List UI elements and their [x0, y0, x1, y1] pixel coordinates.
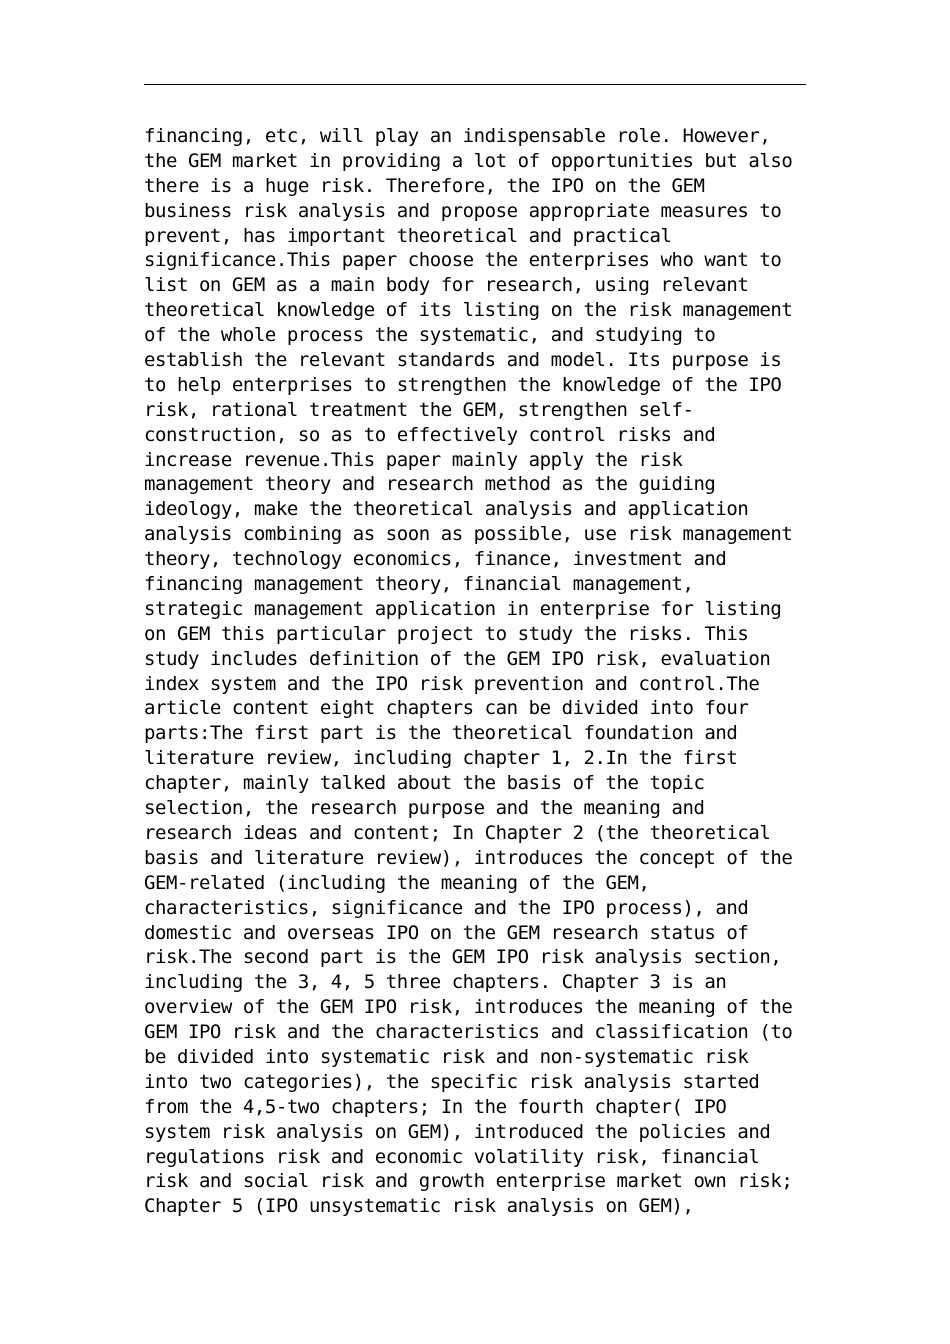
text-line: to help enterprises to strengthen the knowledge of the IPO	[144, 373, 782, 396]
text-line: Chapter 5 (IPO unsystematic risk analysis on GEM),	[144, 1195, 694, 1218]
text-line: including the 3, 4, 5 three chapters. Chapter 3 is an	[144, 971, 727, 994]
text-line: study includes definition of the GEM IPO risk, evaluation	[144, 647, 771, 670]
text-line: prevent, has important theoretical and practical	[144, 224, 672, 247]
text-line: construction, so as to effectively control risks and	[144, 423, 716, 446]
text-line: parts:The first part is the theoretical foundation and	[144, 722, 738, 745]
text-line: risk, rational treatment the GEM, strengthen self-	[144, 398, 694, 421]
text-line: research ideas and content; In Chapter 2 (the theoretical	[144, 821, 771, 844]
text-line: the GEM market in providing a lot of opportunities but also	[144, 149, 793, 172]
text-line: analysis combining as soon as possible, use risk management	[144, 523, 793, 546]
text-line: GEM-related (including the meaning of the GEM,	[144, 871, 650, 894]
text-line: regulations risk and economic volatility risk, financial	[144, 1145, 760, 1168]
text-line: from the 4,5-two chapters; In the fourth chapter( IPO	[144, 1095, 727, 1118]
text-line: literature review, including chapter 1, 2.In the first	[144, 747, 738, 770]
text-line: on GEM this particular project to study the risks. This	[144, 622, 749, 645]
text-line: establish the relevant standards and model. Its purpose is	[144, 349, 782, 372]
text-line: financing, etc, will play an indispensable role. However,	[144, 125, 771, 147]
text-line: there is a huge risk. Therefore, the IPO on the GEM	[144, 174, 705, 197]
text-line: list on GEM as a main body for research, using relevant	[144, 274, 749, 297]
text-line: significance.This paper choose the enterprises who want to	[144, 249, 782, 272]
text-line: ideology, make the theoretical analysis and application	[144, 498, 749, 521]
text-line: of the whole process the systematic, and studying to	[144, 324, 716, 347]
text-line: risk and social risk and growth enterprise market own risk;	[144, 1170, 793, 1193]
text-line: management theory and research method as the guiding	[144, 473, 716, 496]
text-line: financing management theory, financial management,	[144, 573, 694, 596]
text-line: increase revenue.This paper mainly apply the risk	[144, 448, 683, 471]
text-line: article content eight chapters can be divided into four	[144, 697, 749, 720]
text-line: risk.The second part is the GEM IPO risk analysis section,	[144, 946, 782, 969]
text-line: be divided into systematic risk and non-systematic risk	[144, 1045, 749, 1068]
text-line: strategic management application in enterprise for listing	[144, 597, 782, 620]
text-line: characteristics, significance and the IPO process), and	[144, 896, 749, 919]
text-line: chapter, mainly talked about the basis of the topic	[144, 772, 705, 795]
text-line: theoretical knowledge of its listing on the risk management	[144, 299, 793, 322]
text-line: basis and literature review), introduces the concept of the	[144, 846, 793, 869]
text-line: index system and the IPO risk prevention and control.The	[144, 672, 760, 695]
text-line: domestic and overseas IPO on the GEM research status of	[144, 921, 749, 944]
header-rule	[144, 84, 806, 85]
text-line: system risk analysis on GEM), introduced the policies and	[144, 1120, 771, 1143]
text-line: GEM IPO risk and the characteristics and classification (to	[144, 1021, 793, 1044]
body-text	[144, 124, 824, 1219]
text-line: business risk analysis and propose appropriate measures to	[144, 199, 782, 222]
text-line: selection, the research purpose and the meaning and	[144, 797, 705, 820]
text-line: overview of the GEM IPO risk, introduces the meaning of the	[144, 996, 793, 1019]
text-line: into two categories), the specific risk analysis started	[144, 1070, 760, 1093]
text-line: theory, technology economics, finance, investment and	[144, 548, 727, 571]
